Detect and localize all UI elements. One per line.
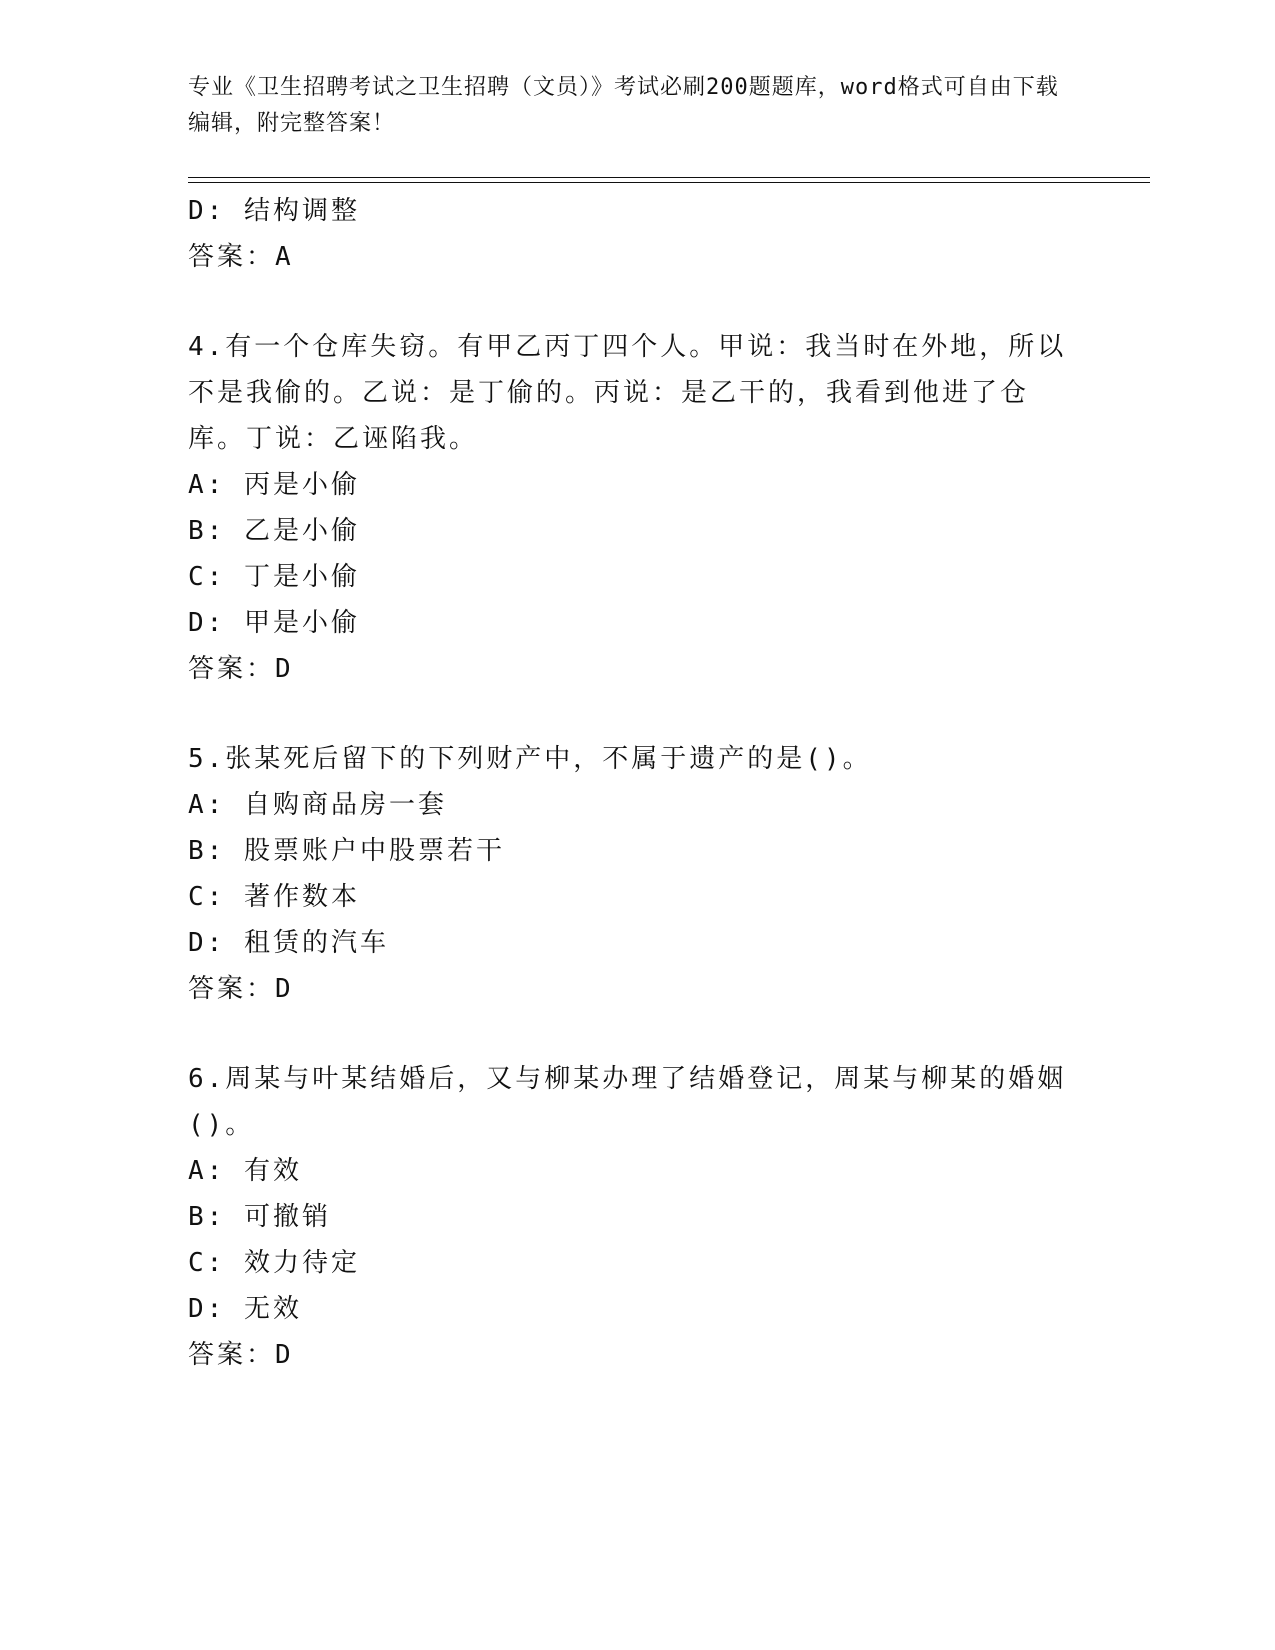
option-a: A: 丙是小偷 [188,470,360,500]
prev-option-d: D: 结构调整 [188,196,360,226]
answer: 答案：D [188,974,294,1004]
document-header: 专业《卫生招聘考试之卫生招聘（文员）》考试必刷200题题库，word格式可自由下载编辑，附完整答案！ [188,75,1059,136]
question-text: 4.有一个仓库失窃。有甲乙丙丁四个人。甲说：我当时在外地，所以不是我偷的。乙说：是丁偷的。丙说：是乙干的，我看到他进了仓库。丁说：乙诬陷我。 [188,332,1067,454]
option-b: B: 股票账户中股票若干 [188,836,505,866]
question-text: 5.张某死后留下的下列财产中，不属于遗产的是()。 [188,744,872,774]
option-d: D: 租赁的汽车 [188,928,389,958]
prev-answer: 答案：A [188,242,294,272]
header-rule-top [188,177,1150,178]
question-5 [188,736,1068,1012]
question-6 [188,1056,1068,1378]
question-4 [188,324,1068,692]
option-d: D: 甲是小偷 [188,608,360,638]
option-b: B: 可撤销 [188,1202,331,1232]
answer: 答案：D [188,1340,294,1370]
option-c: C: 著作数本 [188,882,360,912]
option-c: C: 效力待定 [188,1248,360,1278]
question-text: 6.周某与叶某结婚后，又与柳某办理了结婚登记，周某与柳某的婚姻()。 [188,1064,1067,1140]
option-b: B: 乙是小偷 [188,516,360,546]
header-rule-bottom [188,182,1150,183]
option-c: C: 丁是小偷 [188,562,360,592]
option-a: A: 有效 [188,1156,302,1186]
question-content [188,188,1068,1378]
option-d: D: 无效 [188,1294,302,1324]
option-a: A: 自购商品房一套 [188,790,447,820]
answer: 答案：D [188,654,294,684]
